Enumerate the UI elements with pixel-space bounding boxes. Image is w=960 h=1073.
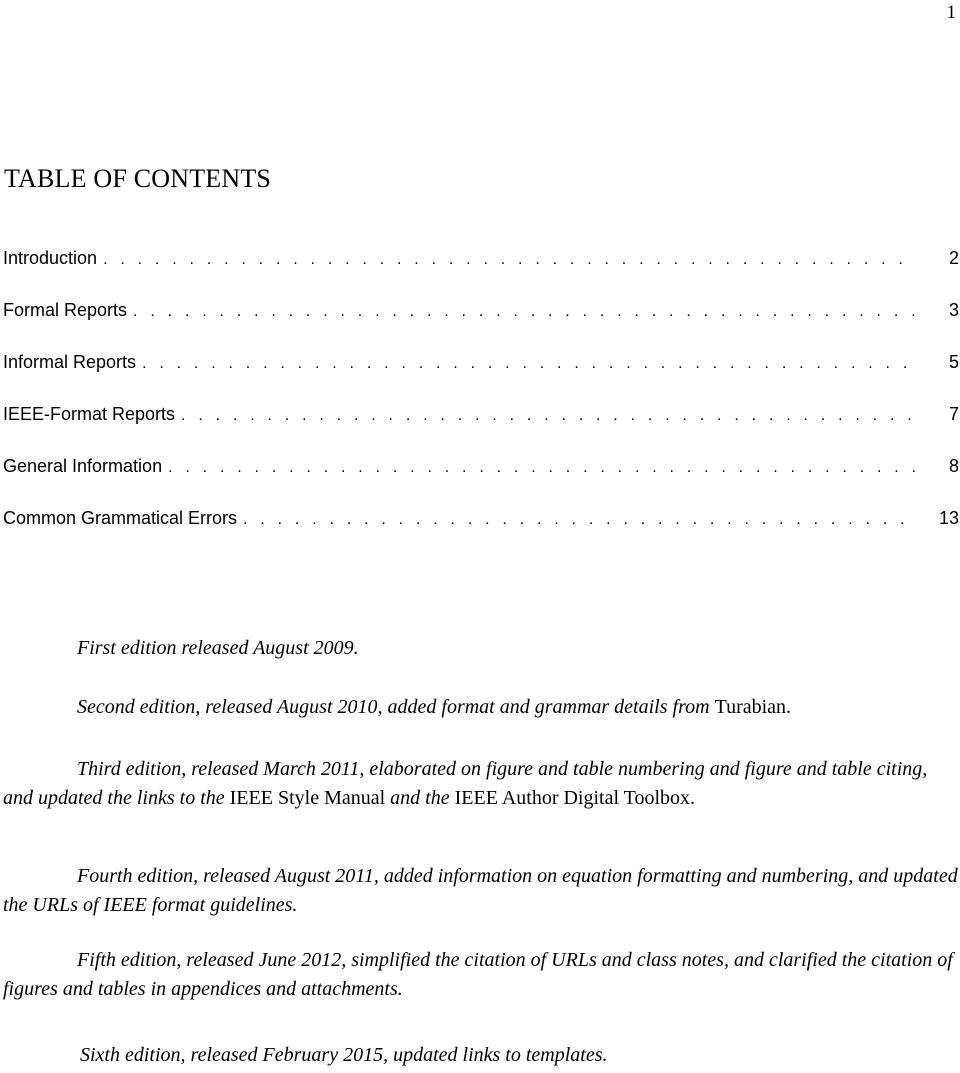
toc-entry-label: Common Grammatical Errors (3, 508, 238, 528)
edition-note-fourth (3, 862, 958, 920)
edition-fifth-text: Fifth edition, released June 2012, simplified the citation of URLs and class notes, and clarified the citation of figures and tables in appendices and attachments. (3, 949, 953, 1000)
toc-entry-label: General Information (3, 456, 163, 476)
toc-entry-page: 3 (948, 300, 959, 320)
edition-sixth-text: Sixth edition, released February 2015, updated links to templates. (80, 1044, 608, 1066)
edition-third-text-a: Third edition, released March 2011, elaborated on figure and table numbering and figure and table citing, and updated the links to the (3, 758, 928, 809)
table-of-contents (3, 248, 960, 560)
edition-third-title-a: IEEE Style Manual (229, 787, 386, 809)
toc-entry-introduction[interactable] (3, 248, 960, 300)
toc-entry-page: 8 (948, 456, 959, 476)
toc-entry-label: Informal Reports (3, 352, 137, 372)
edition-note-fifth (3, 946, 958, 1004)
edition-note-sixth (3, 1041, 958, 1070)
toc-entry-page: 5 (948, 352, 959, 372)
edition-second-source: Turabian. (714, 696, 792, 718)
edition-fourth-text: Fourth edition, released August 2011, added information on equation formatting and numbering, and updated the URLs of IEEE format guidelines. (3, 865, 958, 916)
edition-second-text: Second edition, released August 2010, added format and grammar details from (77, 696, 715, 718)
toc-entry-page: 2 (948, 248, 959, 268)
edition-note-second (3, 693, 958, 722)
toc-entry-general-information[interactable] (3, 456, 960, 508)
toc-entry-page: 7 (948, 404, 959, 424)
toc-dot-leader (103, 251, 915, 269)
toc-entry-page: 13 (938, 508, 959, 528)
edition-first-text: First edition released August 2009. (77, 637, 359, 659)
edition-note-first (3, 634, 958, 663)
edition-third-text-b: and the (385, 787, 455, 809)
toc-dot-leader (142, 355, 915, 373)
toc-title: TABLE OF CONTENTS (4, 164, 272, 193)
toc-dot-leader (133, 303, 915, 321)
page-number: 1 (946, 2, 956, 23)
toc-entry-ieee-format-reports[interactable] (3, 404, 960, 456)
toc-entry-formal-reports[interactable] (3, 300, 960, 352)
toc-dot-leader (243, 511, 915, 529)
toc-dot-leader (181, 407, 915, 425)
toc-entry-label: Formal Reports (3, 300, 128, 320)
edition-note-third (3, 755, 958, 813)
toc-entry-label: IEEE-Format Reports (3, 404, 176, 424)
toc-entry-informal-reports[interactable] (3, 352, 960, 404)
toc-entry-common-grammatical-errors[interactable] (3, 508, 960, 560)
toc-dot-leader (168, 459, 915, 477)
toc-entry-label: Introduction (3, 248, 98, 268)
edition-third-title-b: IEEE Author Digital Toolbox. (454, 787, 696, 809)
